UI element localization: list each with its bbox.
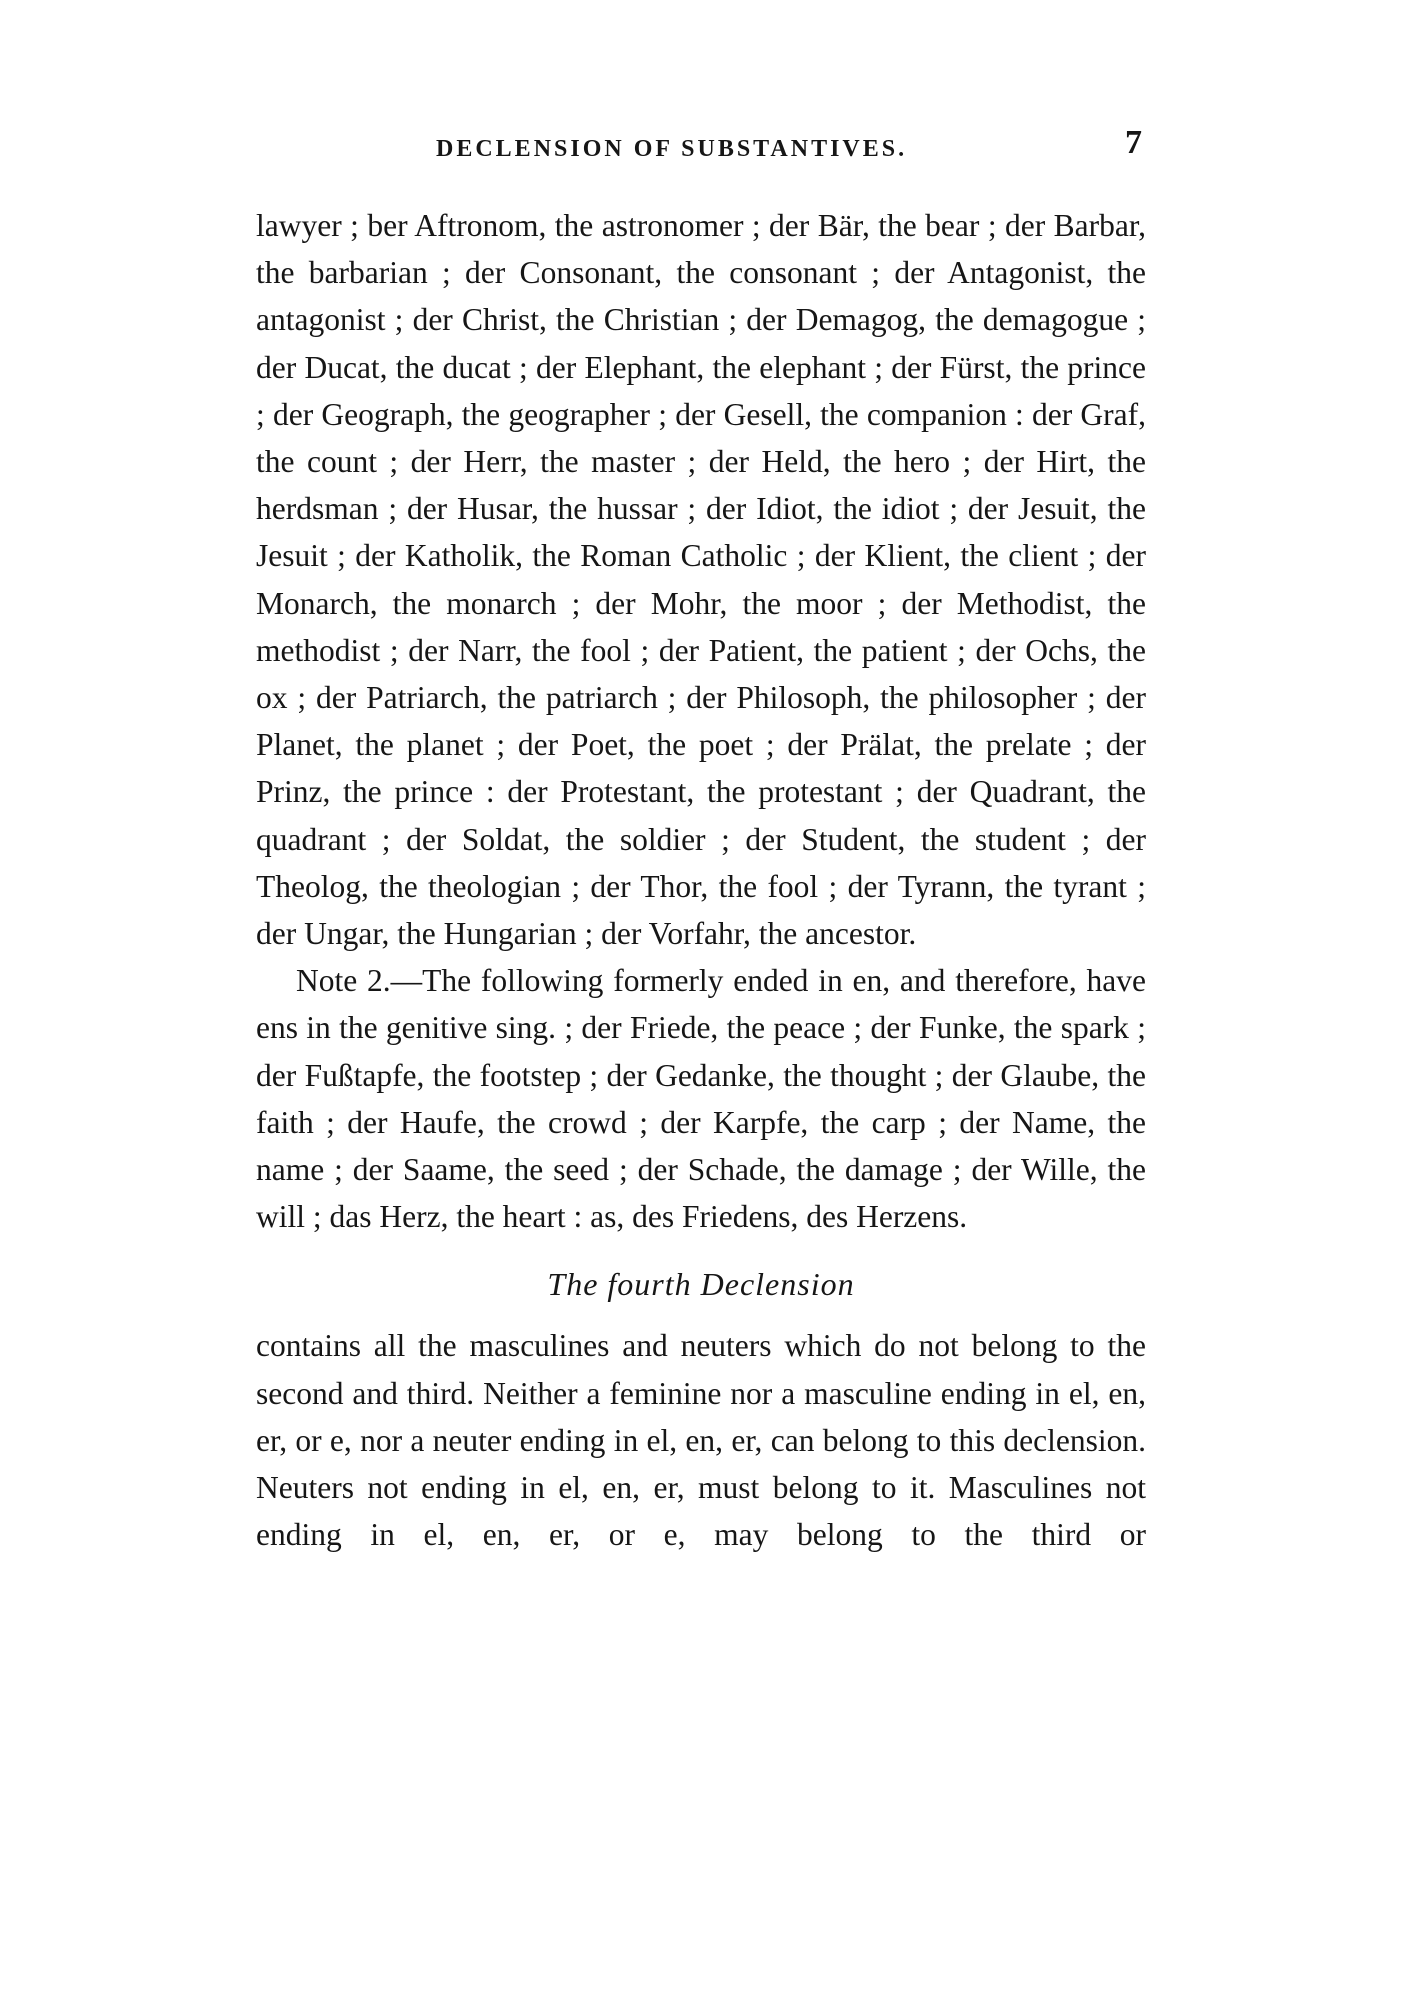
note-2-paragraph: Note 2.—The following formerly ended in en, and therefore, have ens in the genitive sing. ; der Friede, the peace ; der Funke, the spark ; der Fußtapfe, the footstep ; der Gedanke, the thought ; der Glaube, the faith ; der Haufe, the crowd ; der Karpfe, the carp ; der Name, the name ; der Saame, the seed ; der Schade, the damage ; der Wille, the will ; das Herz, the heart : as, des Friedens, des Herzens.	[256, 963, 1146, 1235]
running-head	[256, 124, 1146, 168]
page-number: 7	[1125, 124, 1142, 161]
section-paragraph: contains all the masculines and neuters which do not belong to the second and third. Neither a feminine nor a masculine ending in el, en, er, or e, nor a neuter ending in el, en, er, can belong to this declension. Neuters not ending in el, en, er, must belong to it. Masculines not ending in el, en, er, or e, may belong to the third or	[256, 1328, 1146, 1553]
body-text	[256, 202, 1146, 1558]
noun-list-paragraph: lawyer ; ber Aftronom, the astronomer ; der Bär, the bear ; der Barbar, the barbarian ; der Consonant, the consonant ; der Antagonist, the antagonist ; der Christ, the Christian ; der Demagog, the demagogue ; der Ducat, the ducat ; der Elephant, the elephant ; der Fürst, the prince ; der Geograph, the geographer ; der Gesell, the companion : der Graf, the count ; der Herr, the master ; der Held, the hero ; der Hirt, the herdsman ; der Husar, the hussar ; der Idiot, the idiot ; der Jesuit, the Jesuit ; der Katholik, the Roman Catholic ; der Klient, the client ; der Monarch, the monarch ; der Mohr, the moor ; der Methodist, the methodist ; der Narr, the fool ; der Patient, the patient ; der Ochs, the ox ; der Patriarch, the patriarch ; der Philosoph, the philosopher ; der Planet, the planet ; der Poet, the poet ; der Prälat, the prelate ; der Prinz, the prince : der Protestant, the protestant ; der Quadrant, the quadrant ; der Soldat, the soldier ; der Student, the student ; der Theolog, the theologian ; der Thor, the fool ; der Tyrann, the tyrant ; der Ungar, the Hungarian ; der Vorfahr, the ancestor.	[256, 208, 1146, 952]
running-title: DECLENSION OF SUBSTANTIVES.	[436, 136, 908, 162]
section-heading: The fourth Declension	[547, 1266, 855, 1303]
